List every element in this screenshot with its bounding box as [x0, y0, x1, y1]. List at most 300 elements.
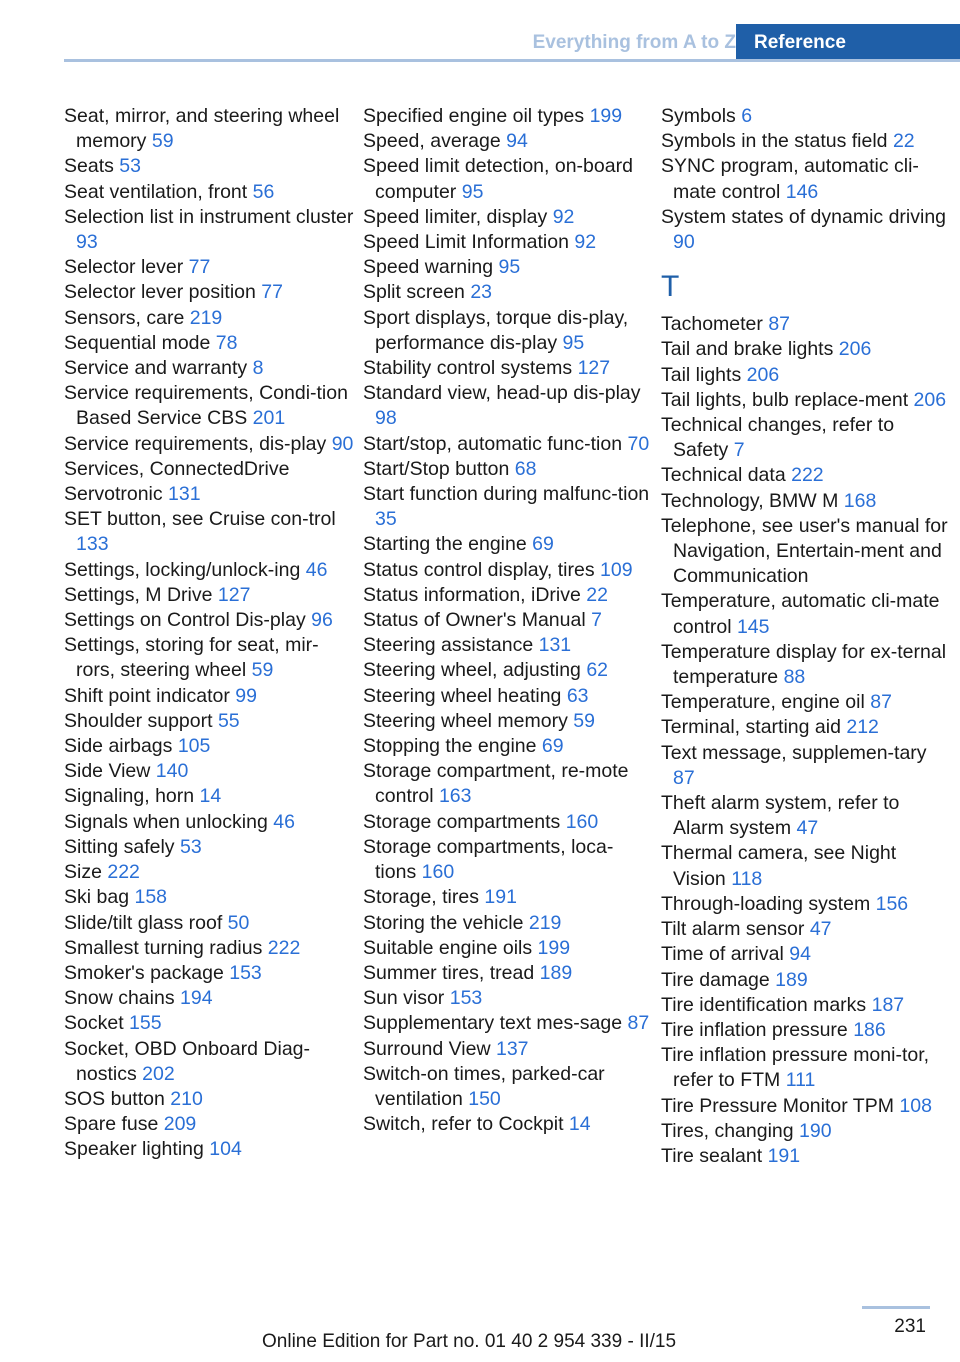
header-rule	[64, 59, 960, 62]
index-term: Tail and brake lights	[661, 338, 834, 361]
page-link[interactable]: 222	[791, 464, 824, 487]
index-entry	[661, 1144, 951, 1169]
page-link[interactable]: 68	[514, 457, 537, 480]
page-header	[64, 24, 960, 62]
index-term: System states of dynamic driving	[661, 205, 947, 228]
page-link[interactable]: 156	[875, 892, 909, 915]
index-term: Snow chains	[64, 987, 175, 1010]
page-link[interactable]: 108	[899, 1094, 932, 1117]
index-term: Steering wheel heating	[363, 684, 562, 707]
index-term: Settings on Control Dis-play	[64, 609, 306, 632]
index-entry	[661, 741, 951, 791]
index-entry	[64, 154, 354, 179]
index-term: Tire identification marks	[661, 993, 867, 1016]
index-entry	[661, 841, 951, 891]
index-entry	[363, 381, 653, 431]
index-term: Size	[64, 861, 102, 884]
index-entry	[661, 917, 951, 942]
index-term: Service requirements, Condi-tion Based Service CBS	[64, 382, 348, 430]
index-term: Sport displays, torque dis-play, performance dis-play	[363, 306, 629, 354]
index-term: Starting the engine	[363, 533, 527, 556]
index-letter-heading: T	[661, 270, 680, 304]
page-link[interactable]: 70	[627, 432, 650, 455]
index-entry	[363, 759, 653, 809]
index-term: Tachometer	[661, 313, 763, 336]
index-entry	[363, 658, 653, 683]
index-term: Sensors, care	[64, 306, 185, 329]
index-term: Tire Pressure Monitor TPM	[661, 1094, 894, 1117]
index-entry	[64, 1137, 354, 1162]
page-link[interactable]: 191	[767, 1144, 801, 1167]
index-entry	[64, 205, 354, 255]
index-entry	[64, 684, 354, 709]
index-term: Sun visor	[363, 987, 445, 1010]
page-link[interactable]: 189	[775, 968, 808, 991]
page-link[interactable]: 53	[119, 155, 141, 178]
index-entry	[64, 759, 354, 784]
index-column-1	[64, 104, 354, 1163]
page-link[interactable]: 190	[799, 1119, 832, 1142]
index-term: Settings, storing for seat, mir-rors, steering wheel	[64, 634, 319, 682]
index-entry	[64, 1037, 354, 1087]
index-term: Speed limiter, display	[363, 205, 548, 228]
index-term: Seats	[64, 155, 114, 178]
index-entry	[661, 129, 951, 154]
index-term: SET button, see Cruise con-trol	[64, 508, 336, 531]
index-entry	[661, 791, 951, 841]
page-link[interactable]: 14	[568, 1113, 591, 1136]
index-entry	[64, 1011, 354, 1036]
page-link[interactable]: 98	[375, 407, 397, 430]
page-link[interactable]: 210	[170, 1087, 203, 1110]
page-link[interactable]: 99	[235, 684, 257, 707]
index-entry	[661, 1119, 951, 1144]
index-term: Technical changes, refer to Safety	[661, 414, 895, 462]
index-term: Service and warranty	[64, 357, 248, 380]
index-term: Signals when unlocking	[64, 810, 268, 833]
index-entry	[64, 633, 354, 683]
page-link[interactable]: 62	[586, 659, 609, 682]
index-entry	[64, 986, 354, 1011]
page-link[interactable]: 131	[168, 483, 201, 506]
page-link[interactable]: 23	[470, 281, 493, 304]
page-link[interactable]: 202	[142, 1062, 175, 1085]
page-link[interactable]: 69	[541, 735, 564, 758]
page-link[interactable]: 92	[574, 231, 597, 254]
index-entry	[661, 388, 951, 413]
page-link[interactable]: 163	[438, 785, 472, 808]
page-link[interactable]: 95	[498, 256, 521, 279]
page-link[interactable]: 153	[449, 987, 483, 1010]
page-link[interactable]: 199	[589, 105, 623, 127]
index-entry	[64, 1112, 354, 1137]
index-entry	[64, 911, 354, 936]
index-term: Start function during malfunc-tion	[363, 483, 650, 506]
index-column-3	[661, 104, 951, 1169]
index-entry	[661, 589, 951, 639]
index-term: Steering wheel memory	[363, 709, 568, 732]
page-link[interactable]: 59	[251, 659, 274, 682]
section-title: Everything from A to Z	[532, 32, 736, 53]
page-link[interactable]: 47	[809, 918, 832, 941]
index-term: Smoker's package	[64, 961, 224, 984]
page-link[interactable]: 127	[217, 583, 251, 606]
index-term: Selector lever position	[64, 281, 256, 304]
page-link[interactable]: 104	[209, 1138, 242, 1161]
index-term: Seat, mirror, and steering wheel memory	[64, 105, 340, 153]
reference-tab[interactable]: Reference	[736, 24, 960, 62]
index-term: Telephone, see user's manual for Navigation, Entertain-ment and Communication	[661, 514, 948, 588]
index-entry	[661, 942, 951, 967]
index-entry	[64, 306, 354, 331]
page-link[interactable]: 186	[853, 1018, 886, 1041]
index-entry	[64, 1087, 354, 1112]
index-term: Summer tires, tread	[363, 961, 535, 984]
index-term: Temperature, engine oil	[661, 691, 865, 714]
page-link[interactable]: 150	[468, 1087, 501, 1110]
index-entry	[363, 482, 653, 532]
index-entry	[661, 715, 951, 740]
index-term: Spare fuse	[64, 1113, 159, 1136]
index-entry	[64, 280, 354, 305]
page-link[interactable]: 78	[215, 331, 238, 354]
index-term: Switch, refer to Cockpit	[363, 1113, 564, 1136]
index-entry	[64, 507, 354, 557]
page-link[interactable]: 90	[331, 432, 354, 455]
page-link[interactable]: 158	[134, 886, 168, 909]
index-term: Storage, tires	[363, 886, 479, 909]
index-entry	[64, 381, 354, 431]
page-link[interactable]: 88	[783, 666, 806, 689]
page-link[interactable]: 222	[267, 936, 301, 959]
index-term: Side View	[64, 760, 151, 783]
index-entry	[661, 1043, 951, 1093]
index-term: Technology, BMW M	[661, 489, 839, 512]
index-entry	[64, 784, 354, 809]
index-term: Speed, average	[363, 130, 501, 153]
index-entry	[661, 993, 951, 1018]
index-term: Settings, locking/unlock-ing	[64, 558, 301, 581]
index-term: Tires, changing	[661, 1119, 794, 1142]
index-entry	[363, 356, 653, 381]
page-link[interactable]: 50	[227, 911, 250, 934]
index-term: Standard view, head-up dis-play	[363, 382, 641, 405]
index-term: Storage compartments, loca-tions	[363, 835, 614, 884]
index-term: Supplementary text mes-sage	[363, 1012, 623, 1035]
index-entry	[363, 911, 653, 936]
page-link[interactable]: 219	[528, 911, 562, 934]
index-term: Tail lights, bulb replace-ment	[661, 388, 909, 411]
index-term: Thermal camera, see Night Vision	[661, 842, 897, 890]
page-link[interactable]: 118	[731, 867, 763, 890]
index-entry	[661, 413, 951, 463]
index-entry	[64, 608, 354, 633]
index-entry	[64, 432, 354, 457]
index-term: Theft alarm system, refer to Alarm system	[661, 792, 900, 840]
index-term: Steering assistance	[363, 634, 534, 657]
index-term: Temperature display for ex-ternal temperature	[661, 640, 947, 689]
page-link[interactable]: 191	[484, 886, 517, 909]
index-term: Terminal, starting aid	[661, 716, 841, 739]
page-link[interactable]: 209	[163, 1113, 197, 1136]
page-link[interactable]: 96	[311, 609, 333, 632]
index-term: Speed Limit Information	[363, 231, 569, 254]
page-link[interactable]: 219	[189, 306, 223, 329]
index-term: Storing the vehicle	[363, 911, 524, 934]
index-term: Start/Stop button	[363, 457, 510, 480]
index-entry	[64, 482, 354, 507]
index-entry	[363, 633, 653, 658]
index-term: Tire inflation pressure	[661, 1018, 848, 1041]
index-entry	[363, 810, 653, 835]
page-link[interactable]: 59	[573, 709, 595, 732]
page-link[interactable]: 194	[180, 987, 213, 1010]
index-entry	[64, 810, 354, 835]
index-entry	[363, 1011, 653, 1036]
index-entry	[64, 255, 354, 280]
index-entry	[661, 154, 951, 204]
index-entry	[661, 489, 951, 514]
index-entry	[363, 986, 653, 1011]
page-link[interactable]: 7	[591, 609, 602, 632]
index-entry	[363, 457, 653, 482]
index-term: Selector lever	[64, 256, 184, 279]
index-term: Tire damage	[661, 968, 770, 991]
page-link[interactable]: 14	[199, 785, 222, 808]
page-link[interactable]: 222	[107, 861, 140, 884]
page-link[interactable]: 87	[768, 313, 791, 336]
page-link[interactable]: 22	[586, 583, 608, 606]
page-link[interactable]: 7	[733, 439, 745, 462]
index-entry	[363, 583, 653, 608]
page-link[interactable]: 6	[741, 105, 753, 127]
index-entry	[64, 885, 354, 910]
index-term: Tilt alarm sensor	[661, 918, 805, 941]
index-entry	[363, 961, 653, 986]
index-entry	[363, 608, 653, 633]
index-entry	[661, 640, 951, 690]
index-term: Time of arrival	[661, 943, 784, 966]
index-entry	[64, 936, 354, 961]
index-entry	[661, 1018, 951, 1043]
page-link[interactable]: 69	[532, 533, 554, 556]
page-link[interactable]: 145	[736, 615, 770, 638]
index-term: Surround View	[363, 1037, 491, 1060]
edition-note: Online Edition for Part no. 01 40 2 954 339 - II/15	[262, 1331, 677, 1352]
index-entry	[64, 180, 354, 205]
index-term: Shift point indicator	[64, 684, 230, 707]
page-link[interactable]: 95	[562, 331, 585, 354]
index-term: Split screen	[363, 281, 465, 304]
page-link[interactable]: 46	[305, 558, 328, 581]
index-term: Status control display, tires	[363, 558, 595, 581]
index-entry	[64, 709, 354, 734]
index-entry	[363, 936, 653, 961]
index-term: Text message, supplemen-tary	[661, 741, 927, 764]
index-entry	[363, 306, 653, 356]
page-link[interactable]: 55	[217, 709, 240, 732]
index-term: Socket	[64, 1012, 124, 1035]
index-term: Sitting safely	[64, 835, 175, 858]
page-link[interactable]: 8	[252, 357, 264, 380]
index-entry	[661, 205, 951, 255]
index-entry	[64, 558, 354, 583]
index-term: Socket, OBD Onboard Diag-nostics	[64, 1037, 311, 1085]
page-link[interactable]: 53	[179, 835, 202, 858]
page-link[interactable]: 160	[565, 810, 599, 833]
index-entry	[363, 129, 653, 154]
page-link[interactable]: 140	[155, 760, 189, 783]
index-term: SYNC program, automatic cli-mate control	[661, 155, 919, 203]
index-entry	[363, 709, 653, 734]
index-term: Speaker lighting	[64, 1138, 204, 1161]
page-link[interactable]: 94	[506, 130, 528, 153]
page-link[interactable]: 59	[151, 130, 174, 153]
index-entry	[64, 583, 354, 608]
index-term: Smallest turning radius	[64, 936, 263, 959]
page-link[interactable]: 47	[796, 817, 819, 840]
index-term: Ski bag	[64, 886, 130, 909]
page-link[interactable]: 137	[495, 1037, 529, 1060]
page-link[interactable]: 146	[785, 180, 819, 203]
index-term: Side airbags	[64, 735, 173, 758]
index-entry	[363, 432, 653, 457]
page-link[interactable]: 153	[229, 961, 262, 984]
page-link[interactable]: 87	[627, 1012, 650, 1035]
index-entry	[363, 255, 653, 280]
index-entry	[661, 104, 951, 129]
index-entry	[363, 280, 653, 305]
index-entry	[363, 734, 653, 759]
index-entry	[661, 337, 951, 362]
index-term: Stopping the engine	[363, 735, 537, 758]
page-link[interactable]: 131	[538, 634, 572, 657]
page-link[interactable]: 206	[913, 388, 947, 411]
page-link[interactable]: 22	[892, 130, 915, 153]
index-entry	[363, 532, 653, 557]
index-term: Specified engine oil types	[363, 105, 585, 127]
footer-rule	[862, 1306, 930, 1309]
page-link[interactable]: 189	[539, 961, 573, 984]
index-entry	[64, 860, 354, 885]
index-term: Through-loading system	[661, 892, 871, 915]
index-entry	[661, 1094, 951, 1119]
index-entry	[363, 1062, 653, 1112]
index-entry	[64, 961, 354, 986]
index-entry	[363, 885, 653, 910]
index-term: SOS button	[64, 1087, 165, 1110]
page-link[interactable]: 77	[188, 256, 211, 279]
page-link[interactable]: 212	[846, 716, 879, 739]
index-entry	[64, 356, 354, 381]
page-link[interactable]: 63	[566, 684, 589, 707]
index-entry	[363, 230, 653, 255]
page-link[interactable]: 35	[375, 508, 397, 531]
page-link[interactable]: 95	[461, 180, 484, 203]
index-entry	[64, 331, 354, 356]
index-term: Switch-on times, parked-car ventilation	[363, 1062, 605, 1110]
index-term: Sequential mode	[64, 331, 211, 354]
index-term: Technical data	[661, 464, 786, 487]
index-entry	[363, 1112, 653, 1137]
index-entry	[661, 968, 951, 993]
page-link[interactable]: 92	[552, 205, 575, 228]
index-entry	[363, 154, 653, 204]
page-link[interactable]: 187	[871, 993, 905, 1016]
index-term: Status information, iDrive	[363, 583, 581, 606]
index-entry	[363, 1037, 653, 1062]
page-link[interactable]: 46	[273, 810, 295, 833]
index-term: Symbols in the status field	[661, 130, 888, 153]
page-link[interactable]: 56	[252, 180, 275, 203]
index-entry	[661, 690, 951, 715]
page-link[interactable]: 90	[673, 231, 695, 254]
page-link[interactable]: 93	[76, 231, 98, 254]
index-term: Status of Owner's Manual	[363, 609, 586, 632]
page-link[interactable]: 160	[421, 861, 455, 884]
index-term: Signaling, horn	[64, 785, 195, 808]
index-entry	[363, 104, 653, 129]
index-entry	[661, 312, 951, 337]
index-entry	[661, 363, 951, 388]
index-term: Start/stop, automatic func-tion	[363, 432, 623, 455]
index-entry	[363, 558, 653, 583]
page-link[interactable]: 94	[789, 943, 811, 966]
index-term: Tire sealant	[661, 1144, 763, 1167]
page-link[interactable]: 77	[261, 281, 283, 304]
index-term: Selection list in instrument cluster	[64, 205, 354, 228]
index-entry	[661, 463, 951, 488]
page-number: 231	[894, 1316, 926, 1337]
page-link[interactable]: 155	[129, 1012, 162, 1035]
index-term: Storage compartment, re-mote control	[363, 760, 629, 808]
page-link[interactable]: 127	[577, 357, 611, 380]
index-term: Suitable engine oils	[363, 936, 533, 959]
page-link[interactable]: 201	[252, 407, 286, 430]
index-term: Stability control systems	[363, 357, 573, 380]
index-entry	[64, 457, 354, 482]
index-entry	[363, 205, 653, 230]
index-term: Seat ventilation, front	[64, 180, 248, 203]
index-term: Steering wheel, adjusting	[363, 659, 581, 682]
page-link[interactable]: 109	[600, 558, 633, 581]
index-entry	[363, 684, 653, 709]
index-term: Storage compartments	[363, 810, 561, 833]
index-term: Speed limit detection, on-board computer	[363, 155, 633, 203]
index-term: Speed warning	[363, 256, 494, 279]
index-entry	[661, 514, 951, 590]
index-term: Temperature, automatic cli-mate control	[661, 590, 940, 638]
page-link[interactable]: 111	[785, 1069, 816, 1092]
page-link[interactable]: 206	[838, 338, 872, 361]
page-link[interactable]: 206	[746, 363, 780, 386]
index-entry	[64, 104, 354, 154]
index-term: Tire inflation pressure moni-tor, refer to FTM	[661, 1044, 930, 1092]
page-link[interactable]: 199	[537, 936, 571, 959]
index-term: Slide/tilt glass roof	[64, 911, 223, 934]
index-entry	[363, 835, 653, 885]
page-link[interactable]: 87	[673, 766, 695, 789]
page-link[interactable]: 87	[870, 691, 892, 714]
index-column-2	[363, 104, 653, 1137]
page-link[interactable]: 168	[843, 489, 877, 512]
index-entry	[64, 734, 354, 759]
index-term: Service requirements, dis-play	[64, 432, 327, 455]
index-term: Settings, M Drive	[64, 583, 213, 606]
index-term: Tail lights	[661, 363, 742, 386]
page-link[interactable]: 133	[76, 533, 109, 556]
page-link[interactable]: 105	[177, 735, 211, 758]
